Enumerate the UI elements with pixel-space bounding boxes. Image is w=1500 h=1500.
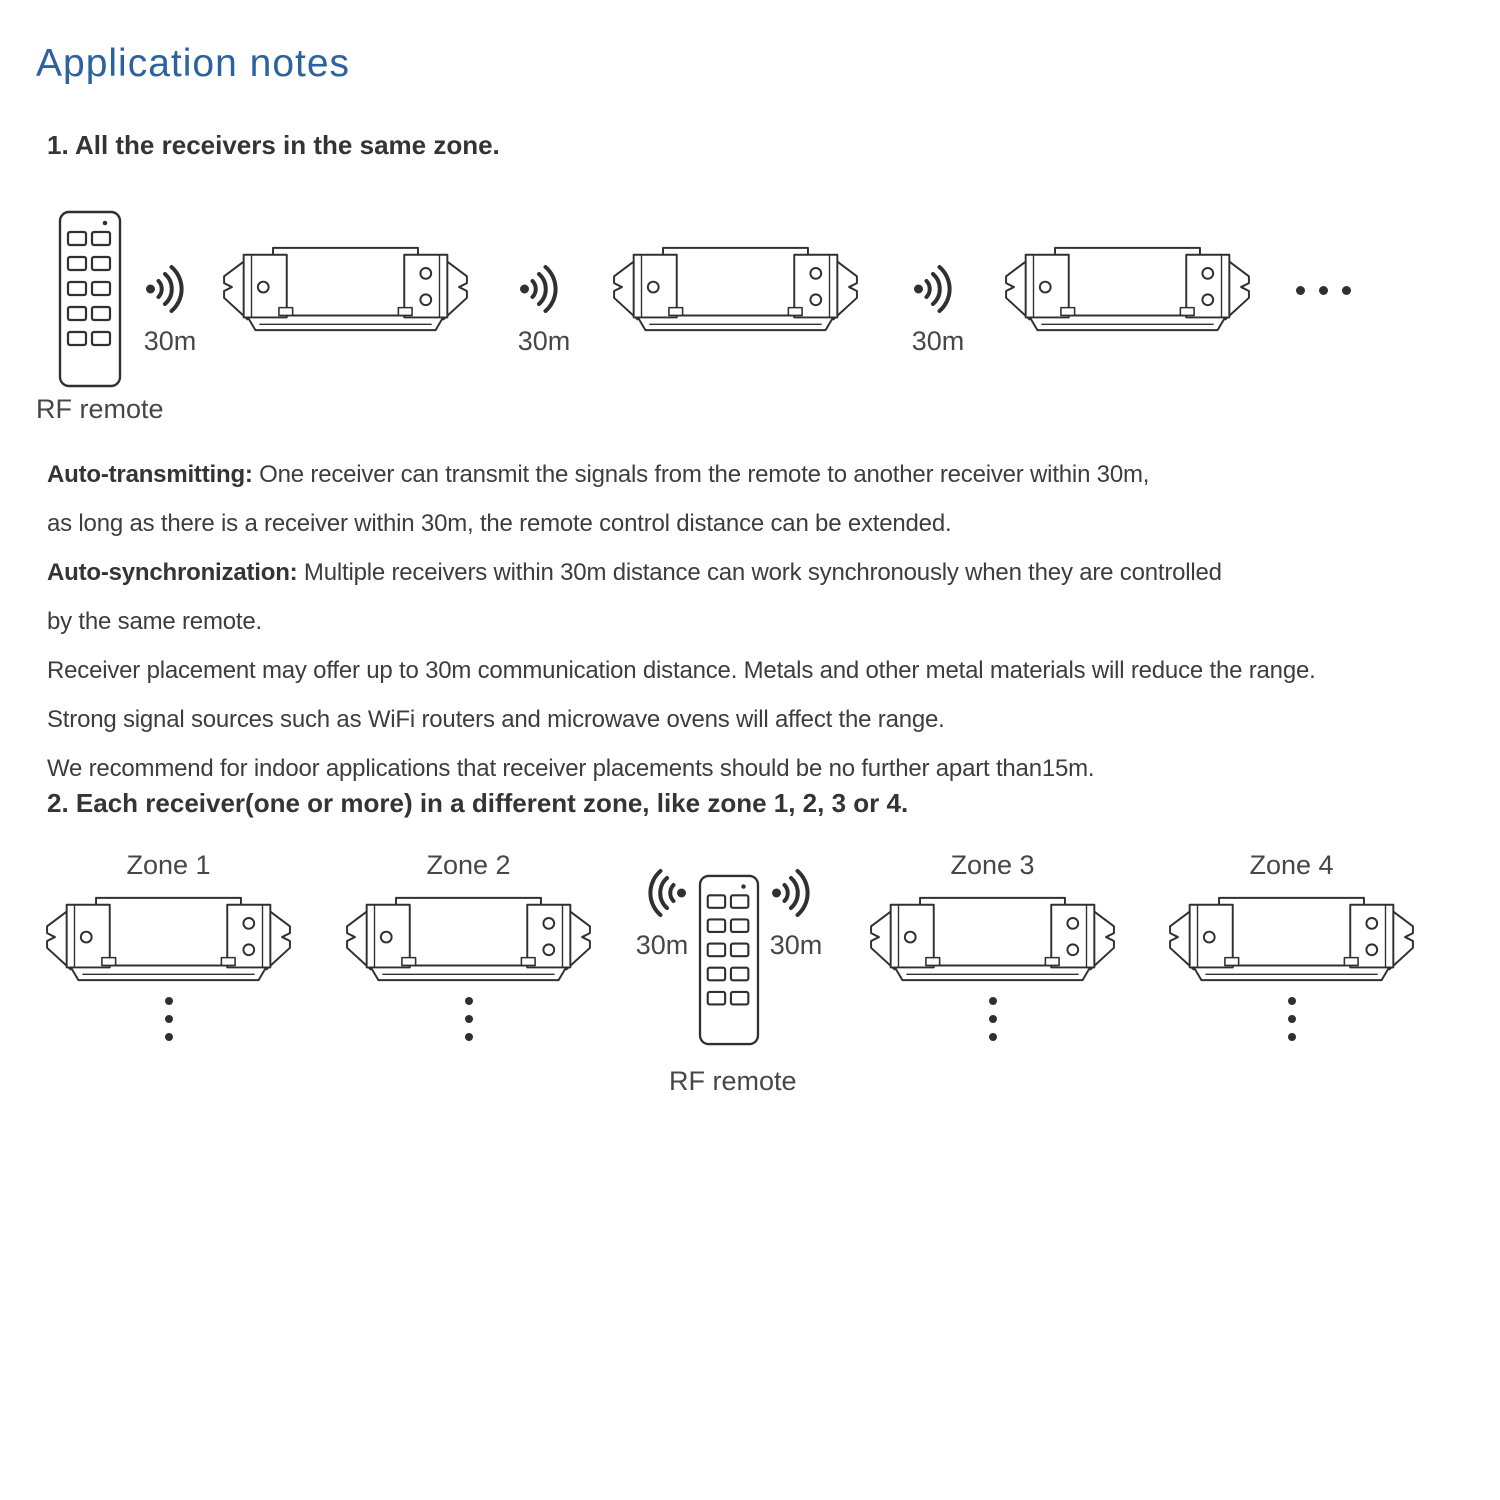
zone-label: Zone 1 [126, 850, 211, 880]
rf-signal-waves-icon [144, 262, 196, 316]
dot [465, 1015, 473, 1023]
note-line [47, 646, 1500, 695]
note-line [47, 597, 1500, 646]
receiver-illustration [1000, 243, 1255, 337]
note-text: Strong signal sources such as WiFi routers and microwave ovens will affect the range. [47, 706, 945, 733]
more-receivers-dots [989, 997, 997, 1041]
note-text: One receiver can transmit the signals from the remote to another receiver within 30m, [252, 461, 1150, 488]
distance-label: 30m [517, 326, 571, 356]
rf-remote-illustration [58, 210, 122, 388]
receiver-illustration [865, 893, 1120, 987]
note-text: by the same remote. [47, 608, 262, 635]
distance-label: 30m [769, 930, 823, 960]
note-line [47, 450, 1500, 499]
note-line [47, 744, 1500, 793]
signal-distance-group [636, 866, 688, 961]
signal-distance-group [518, 262, 570, 357]
dot [989, 1015, 997, 1023]
receiver-illustration [218, 243, 473, 337]
application-notes-text [47, 450, 1500, 793]
section2-heading: 2. Each receiver(one or more) in a different zone, like zone 1, 2, 3 or 4. [47, 788, 909, 818]
rf-remote-illustration [698, 874, 760, 1046]
distance-label: 30m [911, 326, 965, 356]
continuation-dots [1296, 286, 1351, 295]
dot [1288, 997, 1296, 1005]
more-receivers-dots [165, 997, 173, 1041]
dot [165, 1033, 173, 1041]
dot [1288, 1033, 1296, 1041]
rf-remote-label: RF remote [669, 1066, 797, 1096]
zone-label: Zone 3 [950, 850, 1035, 880]
signal-distance-group [912, 262, 964, 357]
note-term: Auto-synchronization: [47, 559, 298, 586]
dot [165, 997, 173, 1005]
dot [165, 1015, 173, 1023]
note-line [47, 695, 1500, 744]
rf-remote-label: RF remote [36, 394, 164, 424]
page-title: Application notes [36, 42, 351, 85]
distance-label: 30m [635, 930, 689, 960]
rf-signal-waves-right-icon [770, 866, 822, 920]
note-line [47, 548, 1500, 597]
remote-with-signals [636, 866, 822, 1046]
dot [989, 997, 997, 1005]
receiver-illustration [341, 893, 596, 987]
more-receivers-dots [1288, 997, 1296, 1041]
dot [1342, 286, 1351, 295]
dot [1319, 286, 1328, 295]
dot [465, 997, 473, 1005]
rf-signal-waves-icon [912, 262, 964, 316]
zone-1-group [41, 850, 296, 1041]
distance-label: 30m [143, 326, 197, 356]
section1-heading: 1. All the receivers in the same zone. [47, 130, 500, 160]
note-line [47, 499, 1500, 548]
note-text: as long as there is a receiver within 30m, the remote control distance can be extended. [47, 510, 952, 537]
note-text: We recommend for indoor applications that receiver placements should be no further apart than15m. [47, 755, 1095, 782]
dot [1296, 286, 1305, 295]
zone-label: Zone 4 [1249, 850, 1334, 880]
receiver-illustration [608, 243, 863, 337]
signal-distance-group [144, 262, 196, 357]
note-text: Receiver placement may offer up to 30m communication distance. Metals and other metal materials will reduce the range. [47, 657, 1316, 684]
receiver-illustration [41, 893, 296, 987]
rf-signal-waves-left-icon [636, 866, 688, 920]
zone-label: Zone 2 [426, 850, 511, 880]
more-receivers-dots [465, 997, 473, 1041]
dot [1288, 1015, 1296, 1023]
diagram-different-zones [0, 850, 1500, 1100]
rf-signal-waves-icon [518, 262, 570, 316]
signal-distance-group [770, 866, 822, 961]
note-term: Auto-transmitting: [47, 461, 253, 488]
dot [465, 1033, 473, 1041]
dot [989, 1033, 997, 1041]
zone-3-group [865, 850, 1120, 1041]
note-text: Multiple receivers within 30m distance can work synchronously when they are controlled [297, 559, 1222, 586]
receiver-illustration [1164, 893, 1419, 987]
rf-remote-group [635, 866, 823, 1096]
diagram-same-zone [0, 210, 1500, 430]
zone-2-group [341, 850, 596, 1041]
zone-4-group [1164, 850, 1419, 1041]
